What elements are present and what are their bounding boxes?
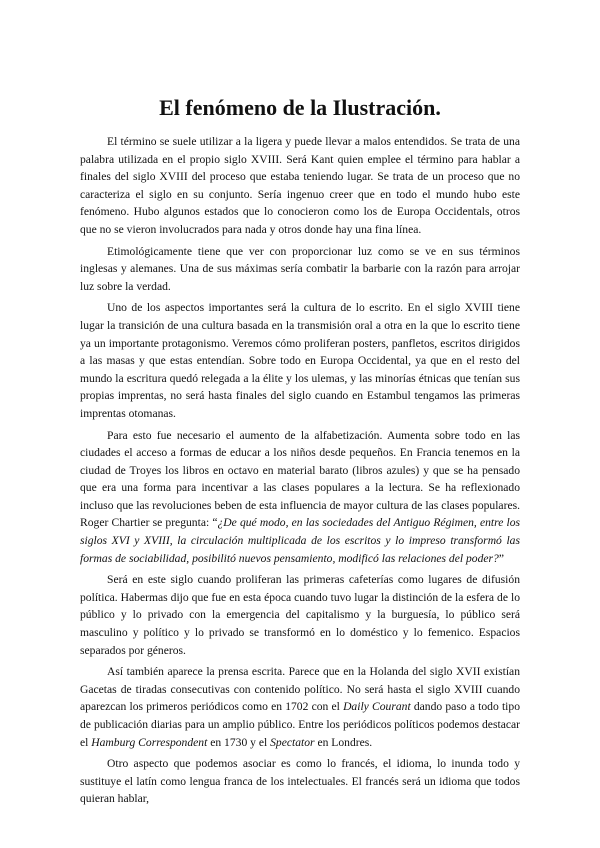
text-segment: Será en este siglo cuando proliferan las primeras cafeterías como lugares de difusión política. Habermas dijo que fue en esta época cuando tuvo lugar la distinción de la esfera de lo público y lo privado con la emergencia del capitalismo y la burguesía, lo público será masculino y político y lo privado se transformó en lo doméstico y lo femenico. Espacios separados por géneros. [80,573,520,657]
paragraph [80,663,520,751]
paragraph [80,299,520,422]
paragraph [80,427,520,568]
text-segment: en Londres. [314,735,373,749]
text-segment: dando paso a todo tipo de publicación diarias para un amplio público. Entre los periódicos políticos podemos destacar el [80,700,520,749]
paragraph [80,755,520,808]
text-segment: Uno de los aspectos importantes será la cultura de lo escrito. En el siglo XVIII tiene lugar la transición de una cultura basada en la transmisión oral a otra en la que lo escrito tiene ya un importante protagonismo. Veremos cómo proliferan posters, panfletos, escritos dirigidos a las masas y que estas entendían. Sobre todo en Europa Occidental, ya que en el resto del mundo la escritura quedó relegada a la élite y los ulemas, y las minorías étnicas que tenían sus propias imprentas, no será hasta finales del siglo cuando en Estambul tengamos las primeras imprentas otomanas. [80,301,520,420]
paragraph [80,133,520,239]
text-segment: Otro aspecto que podemos asociar es como lo francés, el idioma, lo inunda todo y sustituye el latín como lengua franca de los intelectuales. El francés será un idioma que todos quieran hablar, [80,757,520,806]
page-title: El fenómeno de la Ilustración. [159,95,441,120]
italic-text: Hamburg Correspondent [91,735,208,749]
italic-text: Daily Courant [343,700,411,714]
body-text [80,133,520,808]
paragraph [80,243,520,296]
italic-text: ¿De qué modo, en las sociedades del Antiguo Régimen, entre los siglos XVI y XVIII, la circulación multiplicada de los escritos y lo impreso transformó las formas de sociabilidad, posibilitó nuevos pensamiento, modificó las relaciones del poder? [80,516,521,565]
text-segment: El término se suele utilizar a la ligera y puede llevar a malos entendidos. Se trata de una palabra utilizada en el propio siglo XVIII. Será Kant quien emplee el término para hablar a finales del siglo XVIII del proceso que estaba teniendo lugar. Se trata de un proceso que no caracteriza el siglo en su conjunto. Sería ingenuo creer que en todo el mundo hubo este fenómeno. Hubo algunos estados que lo conocieron como los de Europa Occidentals, otros que no se vieron involucrados para nada y otros donde hay una fina línea. [80,135,520,236]
paragraph [80,571,520,659]
text-segment: Etimológicamente tiene que ver con proporcionar luz como se ve en sus términos inglesas y alemanes. Una de sus máximas sería combatir la barbarie con la razón para arrojar luz sobre la verdad. [80,244,520,293]
text-segment: ” [498,551,504,565]
text-segment: Para esto fue necesario el aumento de la alfabetización. Aumenta sobre todo en las ciudades el acceso a formas de educar a los niños desde pequeños. En Francia tenemos en la ciudad de Troyes los libros en octavo en material barato (libros azules) y que se ha pensado que era una forma para incentivar a las clases populares a la lectura. Se ha reflexionado incluso que las revoluciones beben de esta influencia de mayor cultura de las clases populares. Roger Chartier se pregunta: “ [80,428,520,530]
italic-text: Spectator [270,735,315,749]
text-segment: en 1730 y el [207,735,271,749]
text-segment: Así también aparece la prensa escrita. Parece que en la Holanda del siglo XVII existían Gacetas de tiradas consecutivas con contenido político. No será hasta el siglo XVIII cuando aparezcan los primeros periódicos como en 1702 con el [80,665,520,714]
